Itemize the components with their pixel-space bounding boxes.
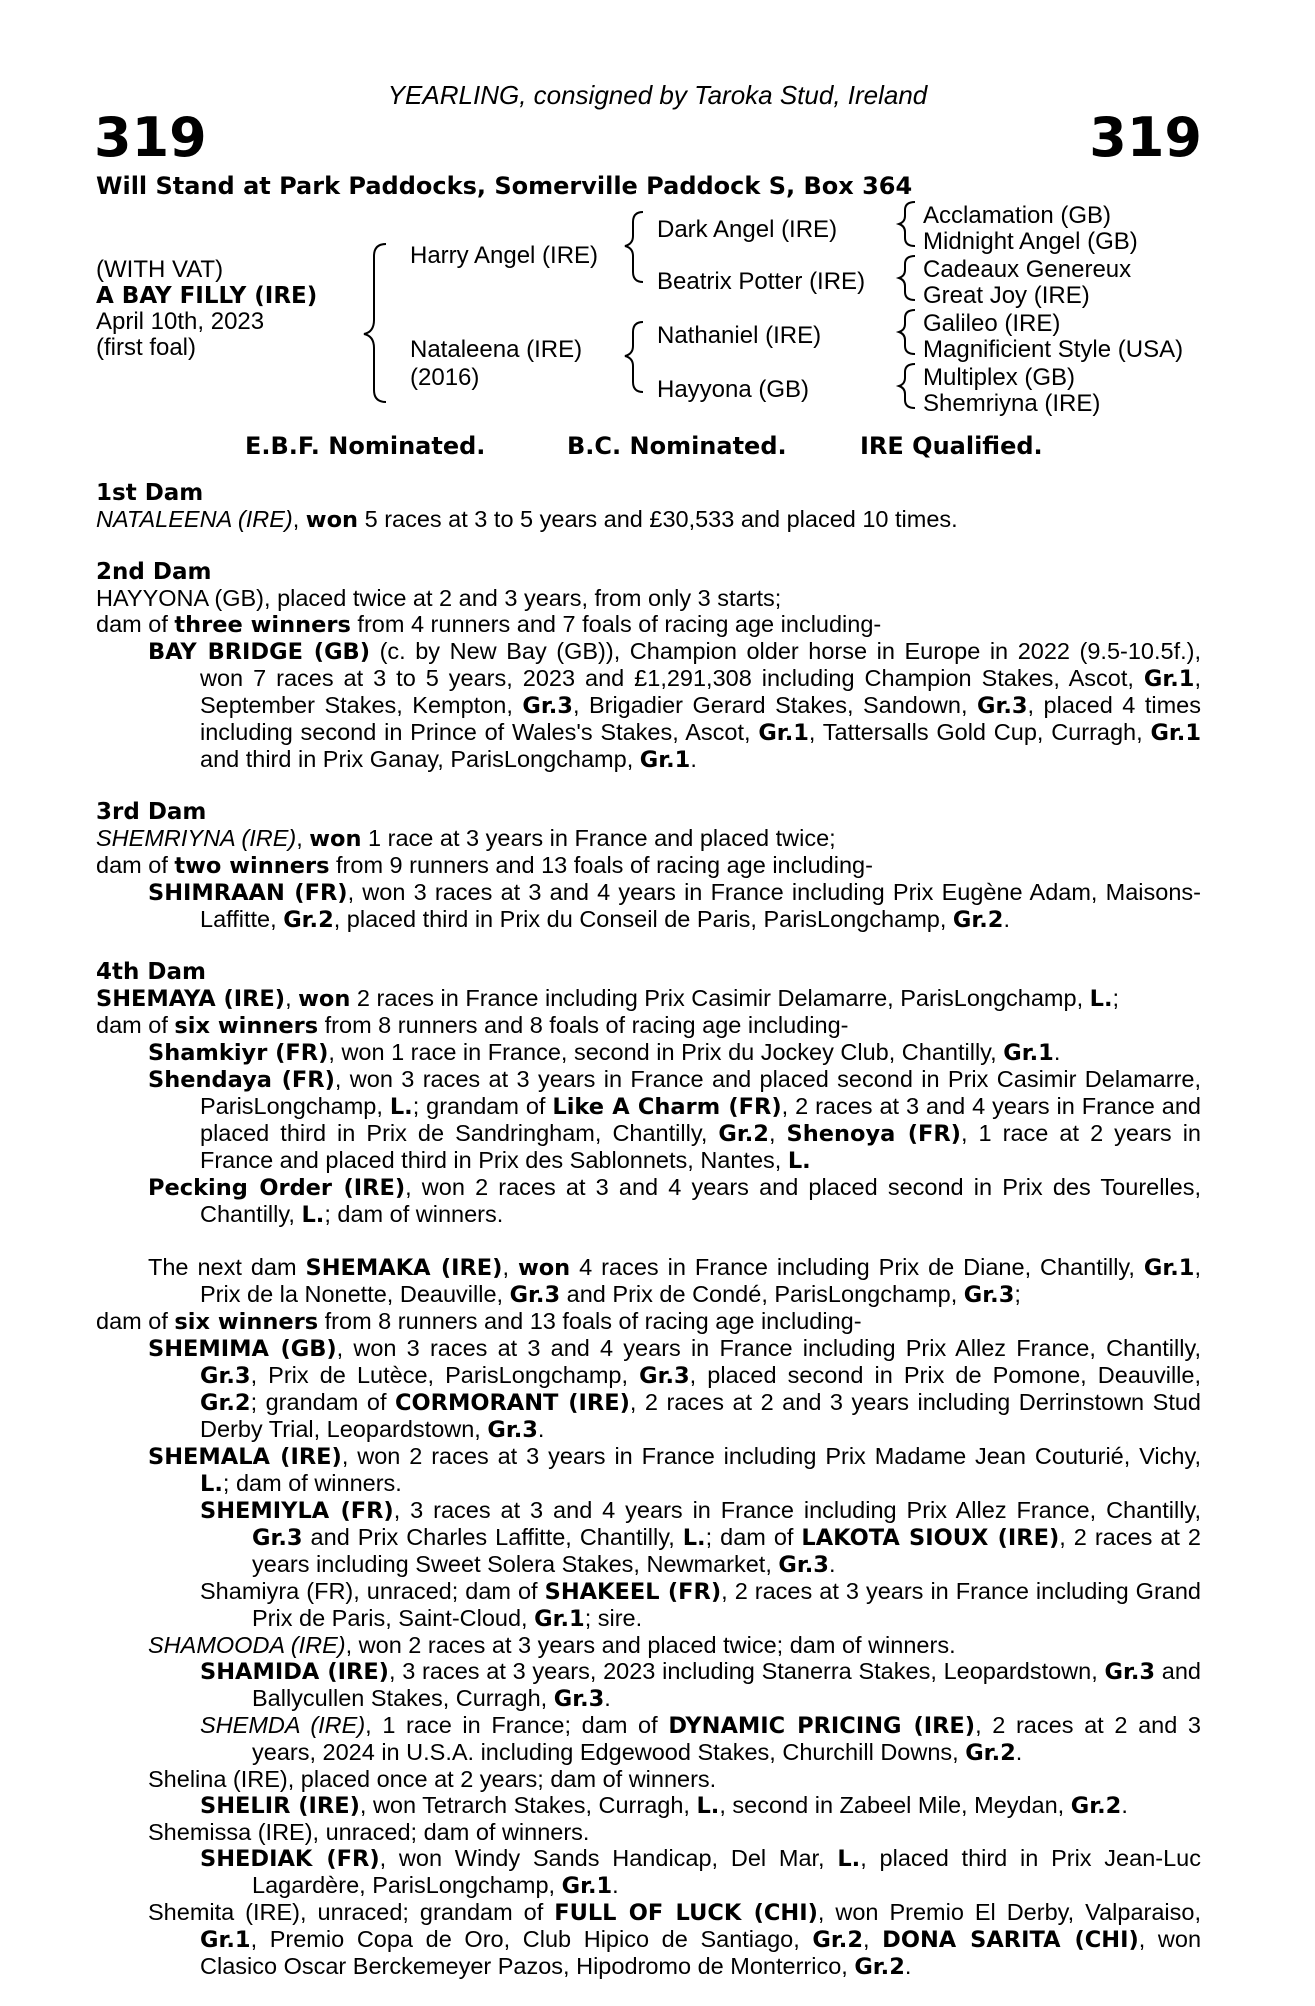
pedigree-dam: Nataleena (IRE) [410, 336, 583, 363]
pedigree-entry: Shendaya (FR), won 3 races at 3 years in France and placed second in Prix Casimir Delamarre, ParisLongchamp, L.; grandam of Like A Charm (FR), 2 races at 3 and 4 years in France and placed third in Prix de Sandringham, Chantilly, Gr.2, Shenoya (FR), 1 race at 2 years in France and placed third in Prix des Sablonnets, Nantes, L. [148, 1066, 1202, 1174]
pedigree-ssd: Midnight Angel (GB) [923, 228, 1138, 255]
pedigree-sire-sire: Dark Angel (IRE) [657, 216, 838, 243]
pedigree-entry: HAYYONA (GB), placed twice at 2 and 3 years, from only 3 starts; [96, 585, 782, 611]
foaling-date: April 10th, 2023 [96, 308, 265, 335]
dam-section [96, 959, 1201, 1228]
brace-sire [625, 212, 643, 282]
pedigree-entry: Shemissa (IRE), unraced; dam of winners. [148, 1819, 590, 1845]
pedigree-entry: Pecking Order (IRE), won 2 races at 3 and 4 years and placed second in Prix des Tourelles, Chantilly, L.; dam of winners. [148, 1174, 1202, 1228]
pedigree-entry: SHEMAYA (IRE), won 2 races in France including Prix Casimir Delamarre, ParisLongchamp, L.; [96, 985, 1120, 1012]
pedigree-dss: Galileo (IRE) [923, 310, 1061, 337]
pedigree-entry: SHEMIMA (GB), won 3 races at 3 and 4 years in France including Prix Allez France, Chantilly, Gr.3, Prix de Lutèce, ParisLongchamp, Gr.3, placed second in Prix de Pomone, Deauville, Gr.2; grandam of CORMORANT (IRE), 2 races at 2 and 3 years including Derrinstown Stud Derby Trial, Leopardstown, Gr.3. [148, 1335, 1201, 1443]
section-heading: 4th Dam [96, 959, 206, 985]
vat-note: (WITH VAT) [96, 256, 224, 283]
consignor-line: YEARLING, consigned by Taroka Stud, Ireland [387, 80, 928, 110]
dam-section [96, 480, 1201, 533]
pedigree-entry: NATALEENA (IRE), won 5 races at 3 to 5 years and £30,533 and placed 10 times. [96, 506, 958, 533]
pedigree-entry: SHELIR (IRE), won Tetrarch Stakes, Curragh, L., second in Zabeel Mile, Meydan, Gr.2. [200, 1792, 1128, 1819]
pedigree-entry: SHEMALA (IRE), won 2 races at 3 years in France including Prix Madame Jean Couturié, Vichy, L.; dam of winners. [148, 1443, 1201, 1497]
pedigree-sire-dam: Beatrix Potter (IRE) [657, 268, 866, 295]
pedigree-dsd: Magnificient Style (USA) [923, 336, 1184, 363]
pedigree-entry: SHEDIAK (FR), won Windy Sands Handicap, Del Mar, L., placed third in Prix Jean-Luc Lagardère, ParisLongchamp, Gr.1. [200, 1845, 1201, 1899]
pedigree-entry: SHAMIDA (IRE), 3 races at 3 years, 2023 including Stanerra Stakes, Leopardstown, Gr.3 and Ballycullen Stakes, Curragh, Gr.3. [200, 1658, 1201, 1712]
pedigree-dam-dam: Hayyona (GB) [657, 376, 810, 403]
pedigree-entry: SHEMDA (IRE), 1 race in France; dam of DYNAMIC PRICING (IRE), 2 races at 2 and 3 years, 2024 in U.S.A. including Edgewood Stakes, Churchill Downs, Gr.2. [200, 1712, 1201, 1766]
pedigree-entry: Shelina (IRE), placed once at 2 years; dam of winners. [148, 1766, 717, 1792]
section-heading: 1st Dam [96, 480, 204, 506]
pedigree-sire: Harry Angel (IRE) [410, 242, 599, 269]
ebf-nominated: E.B.F. Nominated. [245, 432, 486, 460]
pedigree-entry: dam of two winners from 9 runners and 13 foals of racing age including- [96, 852, 873, 879]
pedigree-entry: SHAMOODA (IRE), won 2 races at 3 years and placed twice; dam of winners. [148, 1632, 956, 1658]
pedigree-ddd: Shemriyna (IRE) [923, 390, 1101, 417]
pedigree-entry: SHEMRIYNA (IRE), won 1 race at 3 years in France and placed twice; [96, 825, 836, 852]
section-heading: 2nd Dam [96, 559, 212, 585]
brace-main [364, 244, 386, 402]
section-heading: 3rd Dam [96, 799, 207, 825]
dam-section [96, 1254, 1201, 1980]
horse-name: A BAY FILLY (IRE) [96, 283, 318, 309]
pedigree-entry: SHEMIYLA (FR), 3 races at 3 and 4 years in France including Prix Allez France, Chantilly, Gr.3 and Prix Charles Laffitte, Chantilly, L.; dam of LAKOTA SIOUX (IRE), 2 races at 2 years including Sweet Solera Stakes, Newmarket, Gr.3. [200, 1497, 1201, 1578]
ire-qualified: IRE Qualified. [860, 432, 1043, 460]
dam-sections [96, 480, 1201, 2006]
brace-ss [899, 202, 915, 246]
pedigree-sss: Acclamation (GB) [923, 202, 1112, 229]
brace-sd [899, 256, 915, 300]
pedigree-entry: Shamiyra (FR), unraced; dam of SHAKEEL (FR), 2 races at 3 years in France including Grand Prix de Paris, Saint-Cloud, Gr.1; sire. [200, 1578, 1201, 1632]
pedigree-entry: dam of six winners from 8 runners and 8 foals of racing age including- [96, 1012, 849, 1039]
pedigree-sdd: Great Joy (IRE) [923, 282, 1090, 309]
brace-dam [625, 322, 643, 392]
stand-location: Will Stand at Park Paddocks, Somerville Paddock S, Box 364 [96, 172, 913, 200]
pedigree-sds: Cadeaux Genereux [923, 256, 1132, 283]
pedigree-entry: dam of three winners from 4 runners and 7 foals of racing age including- [96, 611, 882, 638]
pedigree-entry: Shemita (IRE), unraced; grandam of FULL OF LUCK (CHI), won Premio El Derby, Valparaiso, Gr.1, Premio Copa de Oro, Club Hipico de Santiago, Gr.2, DONA SARITA (CHI), won Clasico Oscar Berckemeyer Pazos, Hipodromo de Monterrico, Gr.2. [148, 1899, 1202, 1980]
pedigree-entry: SHIMRAAN (FR), won 3 races at 3 and 4 years in France including Prix Eugène Adam, Maisons-Laffitte, Gr.2, placed third in Prix du Conseil de Paris, ParisLongchamp, Gr.2. [148, 879, 1201, 933]
pedigree-dds: Multiplex (GB) [923, 364, 1076, 391]
pedigree-dam-sire: Nathaniel (IRE) [657, 322, 822, 349]
pedigree-entry: BAY BRIDGE (GB) (c. by New Bay (GB)), Champion older horse in Europe in 2022 (9.5-10.5f.), won 7 races at 3 to 5 years, 2023 and £1,291,308 including Champion Stakes, Ascot, Gr.1, September Stakes, Kempton, Gr.3, Brigadier Gerard Stakes, Sandown, Gr.3, placed 4 times including second in Prince of Wales's Stakes, Ascot, Gr.1, Tattersalls Gold Cup, Curragh, Gr.1 and third in Prix Ganay, ParisLongchamp, Gr.1. [148, 638, 1202, 773]
lot-number-left: 319 [94, 106, 207, 169]
brace-dd [899, 364, 915, 408]
pedigree-entry: dam of six winners from 8 runners and 13 foals of racing age including- [96, 1308, 862, 1335]
bc-nominated: B.C. Nominated. [567, 432, 787, 460]
pedigree-entry: The next dam SHEMAKA (IRE), won 4 races in France including Prix de Diane, Chantilly, Gr.1, Prix de la Nonette, Deauville, Gr.3 and Prix de Condé, ParisLongchamp, Gr.3; [148, 1254, 1201, 1308]
pedigree-dam-year: (2016) [410, 364, 480, 391]
lot-number-right: 319 [1089, 106, 1202, 169]
pedigree-entry: Shamkiyr (FR), won 1 race in France, second in Prix du Jockey Club, Chantilly, Gr.1. [148, 1039, 1061, 1066]
brace-ds [899, 310, 915, 354]
dam-section [96, 559, 1201, 773]
foal-note: (first foal) [96, 334, 197, 361]
dam-section [96, 799, 1201, 933]
